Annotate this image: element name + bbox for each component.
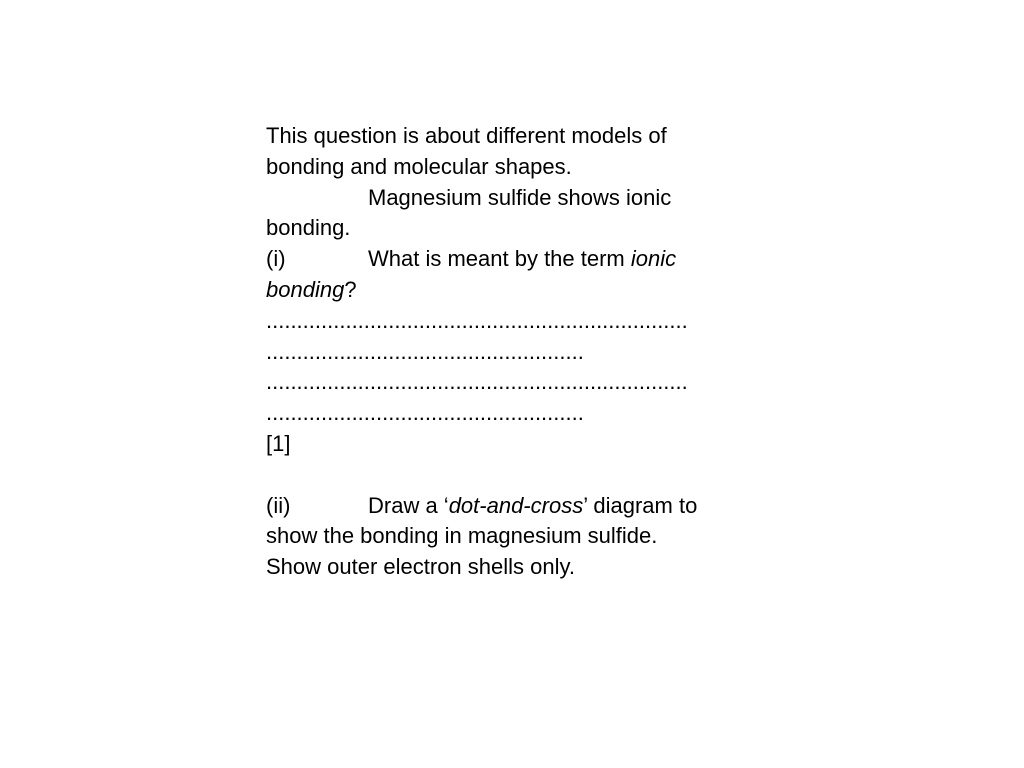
answer-line: ..................................................................... bbox=[266, 369, 688, 395]
part-ii-term: dot-and-cross bbox=[448, 492, 584, 518]
part-ii-line-3: Show outer electron shells only. bbox=[266, 554, 575, 580]
part-i-label: (i) bbox=[266, 246, 286, 272]
spacer bbox=[266, 460, 766, 491]
part-i-line-2 bbox=[266, 275, 766, 306]
part-i-term-2: bonding bbox=[266, 276, 345, 302]
statement-line-1 bbox=[266, 183, 766, 214]
answer-line: ..................................................................... bbox=[266, 307, 688, 333]
part-ii-label: (ii) bbox=[266, 492, 291, 518]
part-ii-text-after: ’ diagram to bbox=[583, 492, 698, 518]
intro-line-1: This question is about different models of bbox=[266, 123, 667, 148]
part-ii-line-1 bbox=[266, 491, 766, 522]
statement-text: Magnesium sulfide shows ionic bbox=[368, 184, 672, 210]
question-text-block bbox=[266, 121, 766, 583]
answer-line: .................................................... bbox=[266, 400, 584, 426]
answer-line: .................................................... bbox=[266, 338, 584, 364]
part-i-text: What is meant by the term bbox=[368, 246, 631, 272]
part-ii-text-before: Draw a ‘ bbox=[368, 492, 449, 518]
intro-line-2: bonding and molecular shapes. bbox=[266, 153, 572, 179]
part-i-term-1: ionic bbox=[630, 246, 677, 272]
statement-line-2: bonding. bbox=[266, 215, 351, 241]
marks-label: [1] bbox=[266, 430, 291, 456]
part-i-line-1 bbox=[266, 244, 766, 275]
part-ii-line-2: show the bonding in magnesium sulfide. bbox=[266, 523, 658, 549]
part-i-question-mark: ? bbox=[344, 276, 357, 302]
